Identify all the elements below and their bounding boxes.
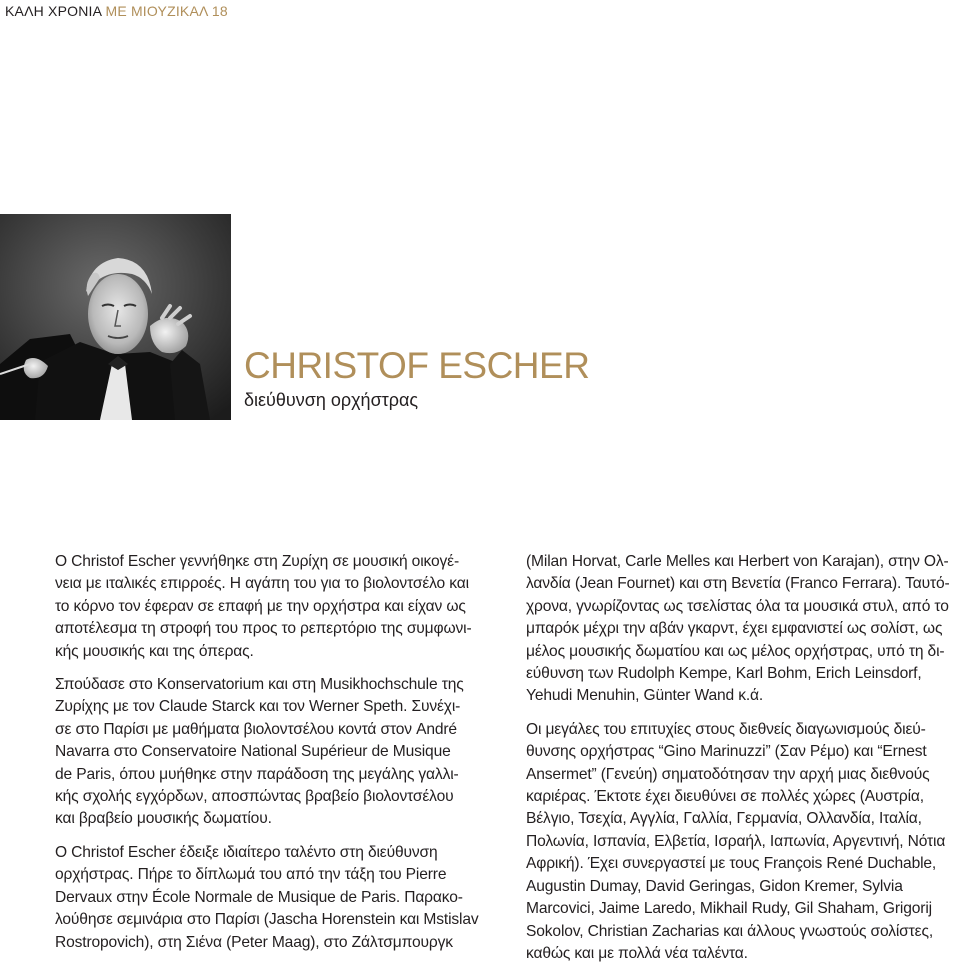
header-subtitle: ΜΕ ΜΙΟΥΖΙΚΑΛ (105, 3, 208, 19)
bio-paragraph: Ο Christof Escher γεννήθηκε στη Ζυρίχη σε μουσική οικογέ- νεια με ιταλικές επιρροές. Η αγάπη του για το βιολοντσέλο και το κόρνο τον έφεραν σε επαφή με την ορχήστρα και είχαν ως αποτέλεσμα τη στροφή του προς το ρεπερτόριο της συμφωνι- κής μουσικής και της όπερας. (55, 553, 472, 660)
bio-paragraph: (Milan Horvat, Carle Melles και Herbert von Karajan), στην Ολ- λανδία (Jean Fournet) και στη Βενετία (Franco Ferrara). Ταυτό- χρονα, γνωρίζοντας ως τσελίστας όλα τα μουσικά στυλ, από το μπαρόκ μέχρι την αβάν γκαρντ, έχει εμφανιστεί ως σολίστ, ως μέλος μουσικής δωματίου και ως μέλος ορχήστρας, υπό τη δι- εύθυνση των Rudolph Kempe, Karl Bohm, Erich Leinsdorf, Yehudi Menuhin, Günter Wand κ.ά. (526, 553, 950, 705)
bio-paragraph: Οι μεγάλες του επιτυχίες στους διεθνείς διαγωνισμούς διεύ- θυνσης ορχήστρας “Gino Marinuzzi” (Σαν Ρέμο) και “Ernest Ansermet” (Γενεύη) σηματοδότησαν την αρχή μιας διεθνούς καριέρας. Έκτοτε έχει διευθύνει σε πολλές χώρες (Αυστρία, Βέλγιο, Τσεχία, Αγγλία, Γαλλία, Γερμανία, Ολλανδία, Ιταλία, Πολωνία, Ισπανία, Ελβετία, Ισραήλ, Ιαπωνία, Αργεντινή, Νότια Αφρική). Έχει συνεργαστεί με τους François René Duchable, Augustin Dumay, David Geringas, Gidon Kremer, Sylvia Marcovici, Jaime Laredo, Mikhail Rudy, Gil Shaham, Grigorij Sokolov, Christian Zacharias και άλλους γνωστούς σολίστες, καθώς και με πολλά νέα ταλέντα. (526, 720, 946, 962)
running-header (5, 3, 228, 19)
bio-right-column (526, 551, 960, 976)
bio-paragraph: Σπούδασε στο Konservatorium και στη Musikhochschule της Ζυρίχης με τον Claude Starck και τον Werner Speth. Συνέχι- σε στο Παρίσι με μαθήματα βιολοντσέλου κοντά στον André Navarra στο Conservatoire National Supérieur de Musique de Paris, όπου μυήθηκε στην παράδοση της μεγάλης γαλλι- κής σχολής εγχόρδων, αποσπώντας βραβείο βιολοντσέλου και βραβείο μουσικής δωματίου. (55, 676, 464, 828)
bio-left-column (55, 551, 495, 965)
person-role: διεύθυνση ορχήστρας (244, 390, 419, 410)
conductor-portrait-photo (0, 214, 231, 420)
portrait-image (0, 214, 231, 420)
person-name: CHRISTOF ESCHER (244, 345, 590, 386)
profile-heading (244, 344, 589, 411)
header-title: ΚΑΛΗ ΧΡΟΝΙΑ (5, 3, 102, 19)
bio-paragraph: Ο Christof Escher έδειξε ιδιαίτερο ταλέντο στη διεύθυνση ορχήστρας. Πήρε το δίπλωμά του από την τάξη του Pierre Dervaux στην École Normale de Musique de Paris. Παρακο- λούθησε σεμινάρια στο Παρίσι (Jascha Horenstein και Mstislav Rostropovich), στη Σιένα (Peter Maag), στο Ζάλτσμπουργκ (55, 843, 479, 951)
page-number: 18 (211, 3, 228, 19)
